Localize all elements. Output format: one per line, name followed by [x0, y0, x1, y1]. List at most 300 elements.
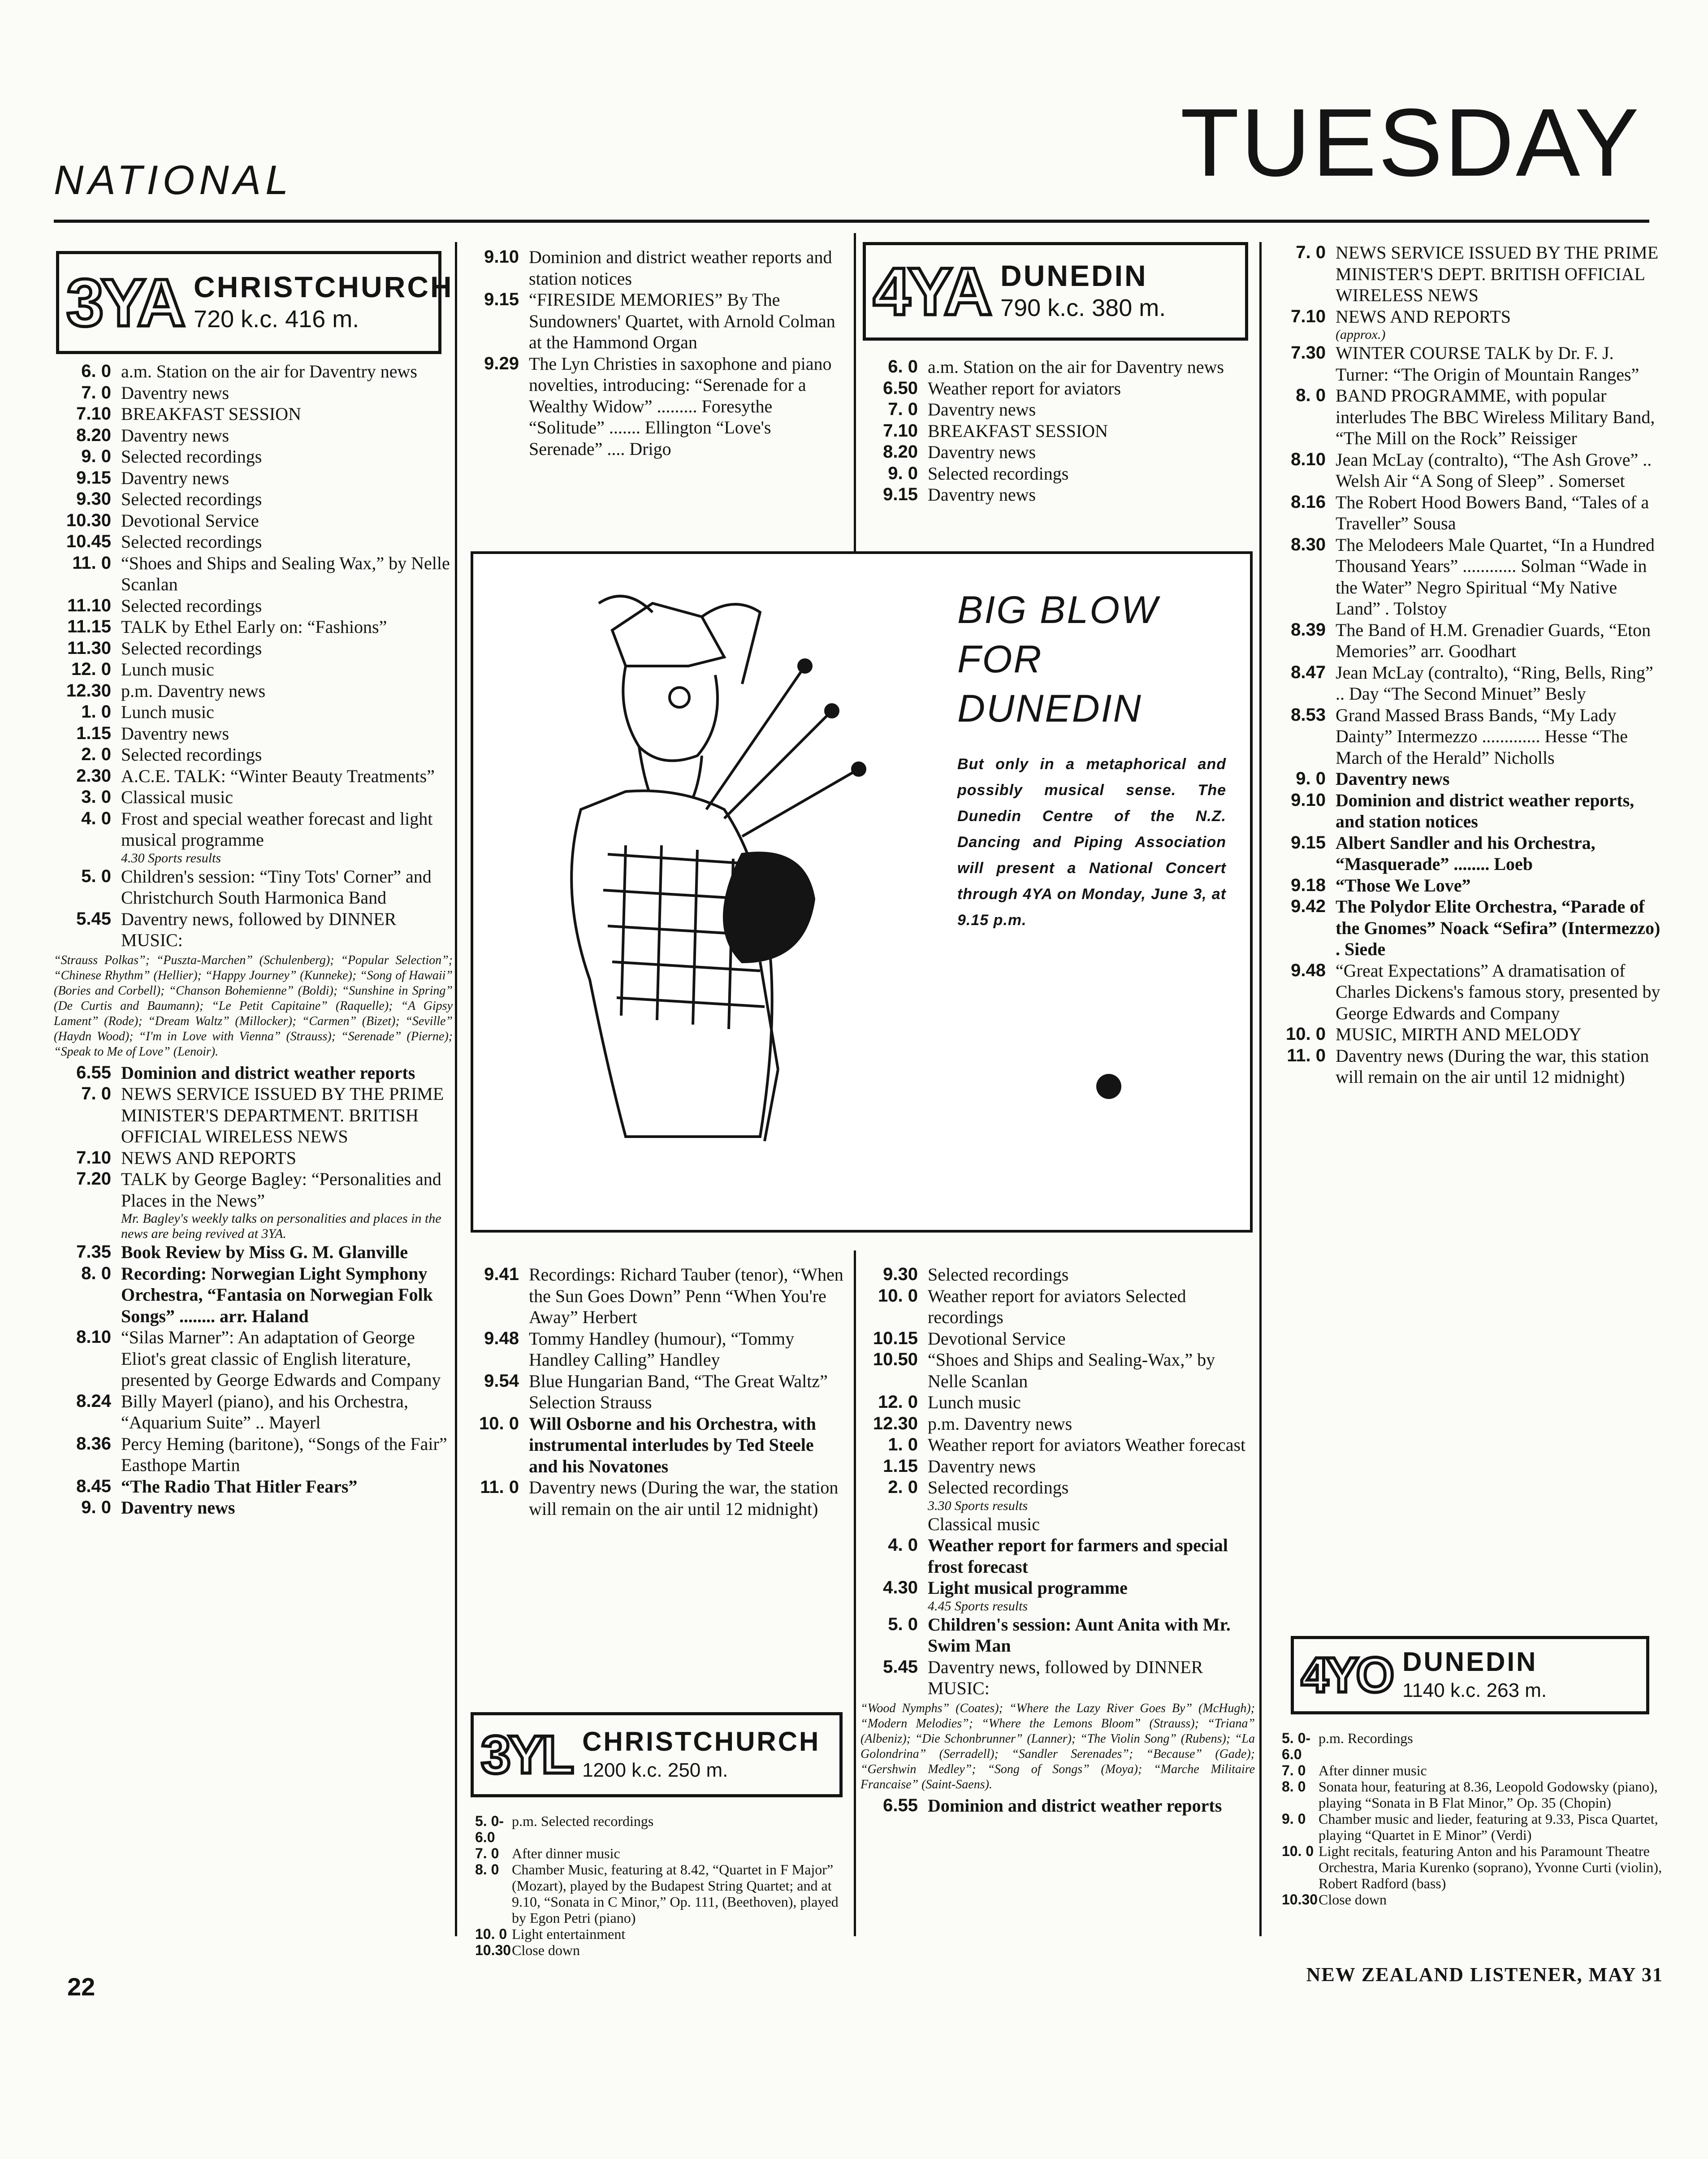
entry-description: Dominion and district weather reports, and station notices	[1336, 790, 1634, 831]
entry-time: 6. 0	[81, 361, 111, 381]
entry-description: Mr. Bagley's weekly talks on personalities and places in the news are being revived at 3YA.	[121, 1211, 441, 1241]
schedule-entry	[54, 701, 453, 723]
entry-time: 6. 0	[888, 357, 918, 376]
entry-description: Classical music	[121, 787, 233, 807]
schedule-entry	[54, 1083, 453, 1147]
schedule-entry	[54, 553, 453, 595]
station-logo-4ya	[863, 242, 1248, 341]
column-divider	[854, 233, 856, 551]
schedule-entry	[860, 1599, 1255, 1614]
entry-description: Selected recordings	[121, 744, 262, 765]
entry-description: BREAKFAST SESSION	[928, 420, 1108, 441]
schedule-entry	[860, 1795, 1255, 1817]
entry-description: p.m. Daventry news	[121, 680, 266, 701]
entry-description: TALK by George Bagley: “Personalities and Places in the News”	[121, 1169, 441, 1211]
entry-description: The Lyn Christies in saxophone and piano novelties, introducing: “Serenade for a Wealthy Widow” ......... Foresythe “Solitude” ....... Ellington “Love's Serenade” .... Drigo	[529, 353, 832, 459]
schedule-entry	[54, 1062, 453, 1084]
schedule-entry	[1268, 662, 1663, 705]
entry-description: “Those We Love”	[1336, 875, 1471, 896]
entry-description: Frost and special weather forecast and light musical programme	[121, 808, 433, 850]
ad-bullet-dot	[1096, 1074, 1121, 1099]
station-city: DUNEDIN	[1402, 1647, 1538, 1677]
entry-time: 11.15	[67, 617, 111, 636]
day-heading: TUESDAY	[1180, 88, 1641, 196]
entry-time: 7. 0	[81, 1084, 111, 1103]
schedule-entry	[54, 382, 453, 404]
entry-description: NEWS AND REPORTS	[1336, 306, 1511, 327]
entry-time: 7.20	[76, 1169, 111, 1189]
entry-description: Selected recordings	[121, 446, 262, 467]
entry-time: 6.55	[883, 1795, 918, 1815]
entry-description: Dominion and district weather reports and station notices	[529, 247, 832, 289]
schedule-entry	[860, 441, 1255, 463]
schedule-entry	[860, 1514, 1255, 1535]
entry-time: 3. 0	[81, 787, 111, 807]
schedule-entry	[1282, 1778, 1663, 1811]
entry-description: NEWS SERVICE ISSUED BY THE PRIME MINISTER'S DEPT. BRITISH OFFICIAL WIRELESS NEWS	[1336, 242, 1659, 305]
entry-time: 2. 0	[81, 744, 111, 764]
schedule-entry	[860, 1328, 1255, 1350]
entry-time: 9.18	[1291, 875, 1326, 895]
schedule-entry	[860, 1264, 1255, 1285]
station-frequency: 720 k.c. 416 m.	[194, 306, 359, 333]
entry-description: Light recitals, featuring Anton and his Paramount Theatre Orchestra, Maria Kurenko (soprano), Yvonne Curti (violin), Robert Radford (bass)	[1319, 1843, 1662, 1891]
schedule-entry	[54, 510, 453, 532]
entry-time: 9. 0	[1282, 1811, 1306, 1827]
entry-description: Recordings: Richard Tauber (tenor), “When the Sun Goes Down” Penn “When You're Away” Herbert	[529, 1264, 843, 1327]
schedule-entry	[54, 616, 453, 638]
schedule-entry	[54, 766, 453, 787]
entry-time: 8.20	[883, 442, 918, 462]
entry-description: Selected recordings	[121, 489, 262, 509]
entry-time: 7. 0	[888, 399, 918, 419]
entry-description: “FIRESIDE MEMORIES” By The Sundowners' Quartet, with Arnold Colman at the Hammond Organ	[529, 290, 835, 352]
column-divider	[455, 242, 457, 1936]
entry-time: 7.10	[883, 420, 918, 441]
entry-time: 4.30	[883, 1578, 918, 1597]
entry-description: After dinner music	[1319, 1762, 1427, 1778]
entry-time: 9.15	[484, 290, 519, 309]
schedule-entry	[475, 1861, 847, 1926]
entry-time: 8.24	[76, 1391, 111, 1411]
schedule-entry	[860, 484, 1255, 506]
column-divider	[854, 1250, 856, 1936]
entry-time: 9.48	[484, 1328, 519, 1348]
entry-description: Blue Hungarian Band, “The Great Waltz” Selection Strauss	[529, 1371, 828, 1412]
schedule-entry	[462, 247, 847, 289]
schedule-3ya-evening	[462, 247, 847, 459]
entry-description: WINTER COURSE TALK by Dr. F. J. Turner: “The Origin of Mountain Ranges”	[1336, 343, 1639, 385]
entry-description: Lunch music	[121, 702, 214, 722]
schedule-entry	[1268, 534, 1663, 619]
entry-description: Lunch music	[928, 1392, 1021, 1412]
entry-time: 5. 0	[81, 866, 111, 886]
entry-time: 7.10	[76, 1147, 111, 1168]
schedule-entry	[54, 1391, 453, 1433]
schedule-entry	[54, 1433, 453, 1476]
schedule-entry	[860, 1456, 1255, 1477]
entry-time: 10.30	[66, 510, 111, 530]
entry-time: 8.47	[1291, 662, 1326, 682]
schedule-4yo	[1282, 1730, 1663, 1908]
entry-time: 11. 0	[72, 553, 111, 573]
schedule-entry	[54, 659, 453, 680]
entry-time: 8.30	[1291, 534, 1326, 554]
schedule-entry	[1268, 832, 1663, 875]
entry-description: Chamber music and lieder, featuring at 9.33, Pisca Quartet, playing “Quartet in E Minor” (Verdi)	[1319, 1811, 1658, 1843]
entry-time: 9.15	[1291, 832, 1326, 852]
schedule-entry	[1282, 1843, 1663, 1891]
schedule-entry	[462, 1413, 847, 1477]
schedule-entry	[1268, 492, 1663, 534]
entry-time: 7. 0	[1296, 242, 1326, 262]
schedule-entry	[860, 420, 1255, 442]
schedule-entry	[860, 1413, 1255, 1435]
entry-description: Daventry news	[121, 723, 229, 744]
entry-time: 10.45	[66, 532, 111, 551]
entry-time: 7.10	[1291, 306, 1326, 326]
entry-time: 12.30	[873, 1413, 918, 1433]
page-number: 22	[67, 1973, 95, 2001]
schedule-entry	[462, 1371, 847, 1413]
station-city: CHRISTCHURCH	[194, 270, 454, 304]
schedule-entry	[54, 723, 453, 744]
schedule-entry	[860, 378, 1255, 399]
entry-time: 4. 0	[81, 808, 111, 828]
entry-time: 8. 0	[81, 1263, 111, 1283]
entry-description: Sonata hour, featuring at 8.36, Leopold Godowsky (piano), playing “Sonata in B Flat Minor,” Op. 35 (Chopin)	[1319, 1778, 1658, 1811]
schedule-entry	[1268, 705, 1663, 769]
publication-credit: NEW ZEALAND LISTENER, MAY 31	[1306, 1964, 1663, 1986]
entry-time: 7. 0	[475, 1845, 499, 1861]
schedule-entry	[1282, 1730, 1663, 1762]
entry-time: 9.54	[484, 1371, 519, 1391]
schedule-entry	[54, 1497, 453, 1519]
schedule-entry	[54, 1263, 453, 1327]
ad-body: But only in a metaphorical and possibly musical sense. The Dunedin Centre of the N.Z. Dancing and Piping Association will present a National Concert through 4YA on Monday, June 3, at 9.15 p.m.	[957, 756, 1226, 929]
entry-description: Selected recordings	[928, 463, 1069, 484]
schedule-entry	[860, 463, 1255, 485]
entry-description: Book Review by Miss G. M. Glanville	[121, 1242, 408, 1262]
entry-description: Selected recordings	[121, 638, 262, 658]
entry-time: 10.15	[873, 1328, 918, 1348]
entry-description: Light musical programme	[928, 1578, 1128, 1598]
entry-time: 8.45	[76, 1476, 111, 1496]
schedule-entry	[1268, 385, 1663, 449]
entry-time: 5.45	[883, 1657, 918, 1677]
entry-time: 12. 0	[71, 659, 111, 679]
schedule-entry	[475, 1813, 847, 1845]
station-logo-3ya	[56, 251, 454, 354]
entry-time: 12. 0	[878, 1392, 918, 1412]
schedule-entry	[54, 680, 453, 702]
station-logo-4yo	[1291, 1636, 1649, 1714]
schedule-entry	[54, 467, 453, 489]
entry-time: 10. 0	[1282, 1843, 1314, 1859]
entry-description: Devotional Service	[121, 510, 259, 531]
entry-description: Will Osborne and his Orchestra, with instrumental interludes by Ted Steele and his Novatones	[529, 1413, 816, 1476]
entry-time: 1. 0	[81, 702, 111, 722]
schedule-entry	[462, 1264, 847, 1328]
schedule-entry	[54, 787, 453, 808]
entry-time: 2. 0	[888, 1477, 918, 1497]
entry-time: 9.30	[883, 1264, 918, 1284]
ad-headline-line: BIG BLOW	[957, 588, 1159, 632]
entry-time: 10.30	[1282, 1891, 1318, 1908]
entry-description: 3.30 Sports results	[928, 1498, 1028, 1513]
entry-time	[860, 1599, 928, 1614]
entry-description: Dominion and district weather reports	[121, 1062, 415, 1083]
entry-time: 8. 0	[475, 1861, 499, 1878]
entry-time: 12.30	[66, 680, 111, 701]
entry-time: 11.10	[67, 595, 111, 615]
entry-description: Selected recordings	[928, 1264, 1069, 1285]
entry-description: “Great Expectations” A dramatisation of Charles Dickens's famous story, presented by George Edwards and Company	[1336, 960, 1660, 1023]
entry-description: Daventry news	[121, 1497, 235, 1518]
ad-headline-line: FOR	[957, 638, 1043, 681]
entry-description: Chamber Music, featuring at 8.42, “Quartet in F Major” (Mozart), played by the Budapest String Quartet; and at 9.10, “Sonata in C Minor,” Op. 111, (Beethoven), played by Egon Petri (piano)	[512, 1861, 839, 1926]
entry-description: Daventry news	[928, 442, 1036, 462]
entry-description: MUSIC, MIRTH AND MELODY	[1336, 1024, 1582, 1044]
schedule-entry	[860, 1349, 1255, 1392]
entry-description: p.m. Selected recordings	[512, 1813, 654, 1829]
entry-description: The Melodeers Male Quartet, “In a Hundred Thousand Years” ............ Solman “Wade in the Water” Negro Spiritual “My Native Land” . Tolstoy	[1336, 534, 1655, 619]
schedule-entry	[1268, 790, 1663, 832]
schedule-entry	[1268, 1045, 1663, 1088]
entry-description: Weather report for aviators Weather forecast	[928, 1435, 1246, 1455]
schedule-4ya	[860, 1264, 1255, 1816]
schedule-entry	[1268, 875, 1663, 896]
schedule-entry	[860, 1434, 1255, 1456]
schedule-3yl	[475, 1813, 847, 1958]
entry-time: 10. 0	[475, 1926, 507, 1942]
entry-time: 9.30	[76, 489, 111, 509]
entry-description: Grand Massed Brass Bands, “My Lady Dainty” Intermezzo ............. Hesse “The March of the Herald” Nicholls	[1336, 705, 1628, 768]
entry-time: 5. 0-6.0	[475, 1813, 504, 1845]
entry-description: Selected recordings	[121, 595, 262, 616]
entry-time: 4. 0	[888, 1535, 918, 1555]
entry-description: Close down	[1319, 1891, 1387, 1908]
entry-description: BAND PROGRAMME, with popular interludes The BBC Wireless Military Band, “The Mill on the Rock” Reissiger	[1336, 385, 1655, 448]
entry-description: “Shoes and Ships and Sealing-Wax,” by Nelle Scanlan	[928, 1350, 1215, 1391]
schedule-4ya-evening	[1268, 242, 1663, 1088]
entry-description: Daventry news	[928, 399, 1036, 420]
schedule-entry	[54, 744, 453, 766]
entry-description: Albert Sandler and his Orchestra, “Masquerade” ........ Loeb	[1336, 832, 1596, 874]
schedule-entry	[54, 1242, 453, 1263]
entry-time	[860, 1498, 928, 1514]
schedule-entry	[54, 531, 453, 553]
entry-description: Daventry news, followed by DINNER MUSIC:	[928, 1657, 1203, 1698]
piper-advertisement	[471, 551, 1253, 1233]
schedule-entry	[860, 399, 1255, 420]
entry-time: 9.48	[1291, 960, 1326, 980]
entry-description: Daventry news	[121, 467, 229, 488]
station-frequency: 1200 k.c. 250 m.	[582, 1759, 728, 1781]
entry-description: p.m. Daventry news	[928, 1413, 1072, 1434]
entry-time: 2.30	[76, 766, 111, 786]
entry-time: 6.55	[76, 1062, 111, 1082]
entry-description: Classical music	[928, 1514, 1040, 1534]
station-frequency: 1140 k.c. 263 m.	[1402, 1679, 1547, 1702]
entry-description: Children's session: Aunt Anita with Mr. Swim Man	[928, 1614, 1231, 1656]
entry-time: 1. 0	[888, 1435, 918, 1454]
schedule-entry	[54, 595, 453, 617]
entry-description: Selected recordings	[928, 1477, 1069, 1497]
entry-time	[54, 851, 121, 866]
schedule-entry	[860, 1392, 1255, 1413]
column-divider	[1259, 242, 1262, 1936]
schedule-entry	[54, 489, 453, 510]
entry-description: Percy Heming (baritone), “Songs of the Fair” Easthope Martin	[121, 1433, 447, 1475]
schedule-entry	[54, 1211, 453, 1242]
entry-time	[1268, 327, 1336, 342]
schedule-entry	[1282, 1762, 1663, 1778]
station-call-sign: 3YA	[66, 265, 183, 340]
entry-description: Children's session: “Tiny Tots' Corner” and Christchurch South Harmonica Band	[121, 866, 432, 908]
schedule-entry	[54, 446, 453, 467]
entry-description: BREAKFAST SESSION	[121, 404, 301, 424]
entry-description: 4.30 Sports results	[121, 850, 221, 865]
schedule-entry	[1268, 242, 1663, 306]
schedule-entry	[54, 638, 453, 659]
entry-time: 8.39	[1291, 619, 1326, 640]
entry-description: “Silas Marner”: An adaptation of George Eliot's great classic of English literature, presented by George Edwards and Company	[121, 1327, 441, 1390]
entry-time: 9.29	[484, 353, 519, 373]
entry-time: 11. 0	[480, 1477, 519, 1497]
entry-description: A.C.E. TALK: “Winter Beauty Treatments”	[121, 766, 435, 786]
schedule-entry	[860, 1477, 1255, 1498]
entry-time: 8. 0	[1296, 385, 1326, 405]
entry-time: 9.15	[883, 485, 918, 504]
entry-description: Weather report for aviators	[928, 378, 1121, 398]
entry-time: 6.50	[883, 378, 918, 398]
entry-time: 8. 0	[1282, 1778, 1306, 1795]
schedule-entry	[1268, 449, 1663, 492]
entry-time: 7.30	[1291, 343, 1326, 363]
schedule-entry	[54, 361, 453, 382]
entry-description: Daventry news (During the war, this station will remain on the air until 12 midnight)	[1336, 1045, 1649, 1087]
entry-description: “Shoes and Ships and Sealing Wax,” by Nelle Scanlan	[121, 553, 450, 594]
entry-time: 10. 0	[878, 1285, 918, 1306]
schedule-entry	[54, 909, 453, 951]
station-city: CHRISTCHURCH	[582, 1726, 821, 1757]
entry-time: 8.20	[76, 425, 111, 445]
entry-description: Daventry news (During the war, the station will remain on the air until 12 midnight)	[529, 1477, 839, 1519]
ad-headline-line: DUNEDIN	[957, 687, 1142, 730]
entry-description: The Robert Hood Bowers Band, “Tales of a Traveller” Sousa	[1336, 492, 1649, 533]
schedule-entry	[54, 866, 453, 909]
schedule-entry	[54, 851, 453, 866]
schedule-entry	[860, 1285, 1255, 1328]
schedule-entry	[475, 1926, 847, 1942]
entry-description: Lunch music	[121, 659, 214, 679]
entry-time: 1.15	[883, 1456, 918, 1476]
entry-time: 10.30	[475, 1942, 511, 1958]
schedule-entry	[1268, 896, 1663, 960]
entry-time: 9. 0	[1296, 769, 1326, 788]
entry-description: p.m. Recordings	[1319, 1730, 1413, 1746]
entry-description: Recording: Norwegian Light Symphony Orchestra, “Fantasia on Norwegian Folk Songs” ........ arr. Haland	[121, 1263, 433, 1326]
entry-description: Jean McLay (contralto), “Ring, Bells, Ring” .. Day “The Second Minuet” Besly	[1336, 662, 1653, 704]
entry-description: Daventry news	[121, 382, 229, 403]
entry-description: Daventry news	[1336, 769, 1450, 789]
entry-description: (approx.)	[1336, 327, 1386, 342]
schedule-entry	[860, 356, 1255, 378]
schedule-entry	[1268, 619, 1663, 662]
schedule-entry	[1268, 342, 1663, 385]
schedule-entry	[462, 1328, 847, 1371]
schedule-entry	[54, 808, 453, 851]
entry-time: 7.10	[76, 404, 111, 424]
entry-time: 1.15	[76, 723, 111, 743]
schedule-entry	[475, 1942, 847, 1958]
schedule-entry	[1268, 1024, 1663, 1045]
entry-description: Jean McLay (contralto), “The Ash Grove” .. Welsh Air “A Song of Sleep” . Somerset	[1336, 449, 1652, 491]
entry-description: Tommy Handley (humour), “Tommy Handley Calling” Handley	[529, 1328, 795, 1370]
entry-time: 9.10	[484, 247, 519, 267]
entry-description: Weather report for farmers and special frost forecast	[928, 1535, 1228, 1577]
station-call-sign: 4YO	[1301, 1647, 1392, 1703]
entry-time: 9.41	[484, 1264, 519, 1284]
schedule-3ya	[54, 361, 453, 1519]
entry-time: 8.36	[76, 1433, 111, 1454]
schedule-entry	[54, 1147, 453, 1169]
schedule-entry	[54, 1168, 453, 1211]
entry-description: a.m. Station on the air for Daventry news	[121, 361, 417, 381]
entry-time: 10. 0	[479, 1413, 519, 1433]
schedule-entry	[1268, 960, 1663, 1024]
entry-description: The Band of H.M. Grenadier Guards, “Eton Memories” arr. Goodhart	[1336, 619, 1651, 661]
entry-description: Light entertainment	[512, 1926, 626, 1942]
schedule-entry	[54, 1327, 453, 1391]
entry-time: 7.35	[76, 1242, 111, 1262]
entry-description: Daventry news	[121, 425, 229, 446]
entry-time: 8.53	[1291, 705, 1326, 725]
entry-time	[860, 1514, 928, 1535]
entry-description: Devotional Service	[928, 1328, 1066, 1349]
entry-description: TALK by Ethel Early on: “Fashions”	[121, 617, 387, 637]
entry-description: The Polydor Elite Orchestra, “Parade of the Gnomes” Noack “Sefira” (Intermezzo) . Siede	[1336, 896, 1660, 959]
section-heading: NATIONAL	[54, 157, 293, 203]
entry-description: Daventry news	[928, 485, 1036, 505]
schedule-entry	[1282, 1891, 1663, 1908]
entry-time: 9.42	[1291, 896, 1326, 916]
entry-time: 5. 0-6.0	[1282, 1730, 1311, 1762]
station-logo-3yl	[471, 1712, 843, 1797]
schedule-entry	[462, 353, 847, 460]
entry-time: 8.10	[76, 1327, 111, 1347]
entry-time: 8.10	[1291, 449, 1326, 469]
schedule-entry	[860, 1657, 1255, 1699]
schedule-entry	[860, 1535, 1255, 1577]
entry-time: 11.30	[67, 638, 111, 658]
schedule-entry	[462, 289, 847, 353]
schedule-entry	[54, 1476, 453, 1497]
entry-time: 5. 0	[888, 1614, 918, 1634]
entry-time: 9. 0	[81, 446, 111, 466]
entry-time: 11. 0	[1287, 1045, 1326, 1065]
entry-time	[54, 1211, 121, 1242]
entry-time: 7. 0	[81, 382, 111, 402]
station-city: DUNEDIN	[1000, 259, 1148, 293]
entry-description: NEWS SERVICE ISSUED BY THE PRIME MINISTER'S DEPARTMENT. BRITISH OFFICIAL WIRELESS NEWS	[121, 1084, 444, 1147]
station-call-sign: 4YA	[873, 254, 990, 329]
entry-description: a.m. Station on the air for Daventry news	[928, 357, 1224, 377]
entry-time: 9.10	[1291, 790, 1326, 810]
entry-description: Daventry news, followed by DINNER MUSIC:	[121, 909, 397, 950]
entry-description: Weather report for aviators Selected recordings	[928, 1285, 1186, 1327]
